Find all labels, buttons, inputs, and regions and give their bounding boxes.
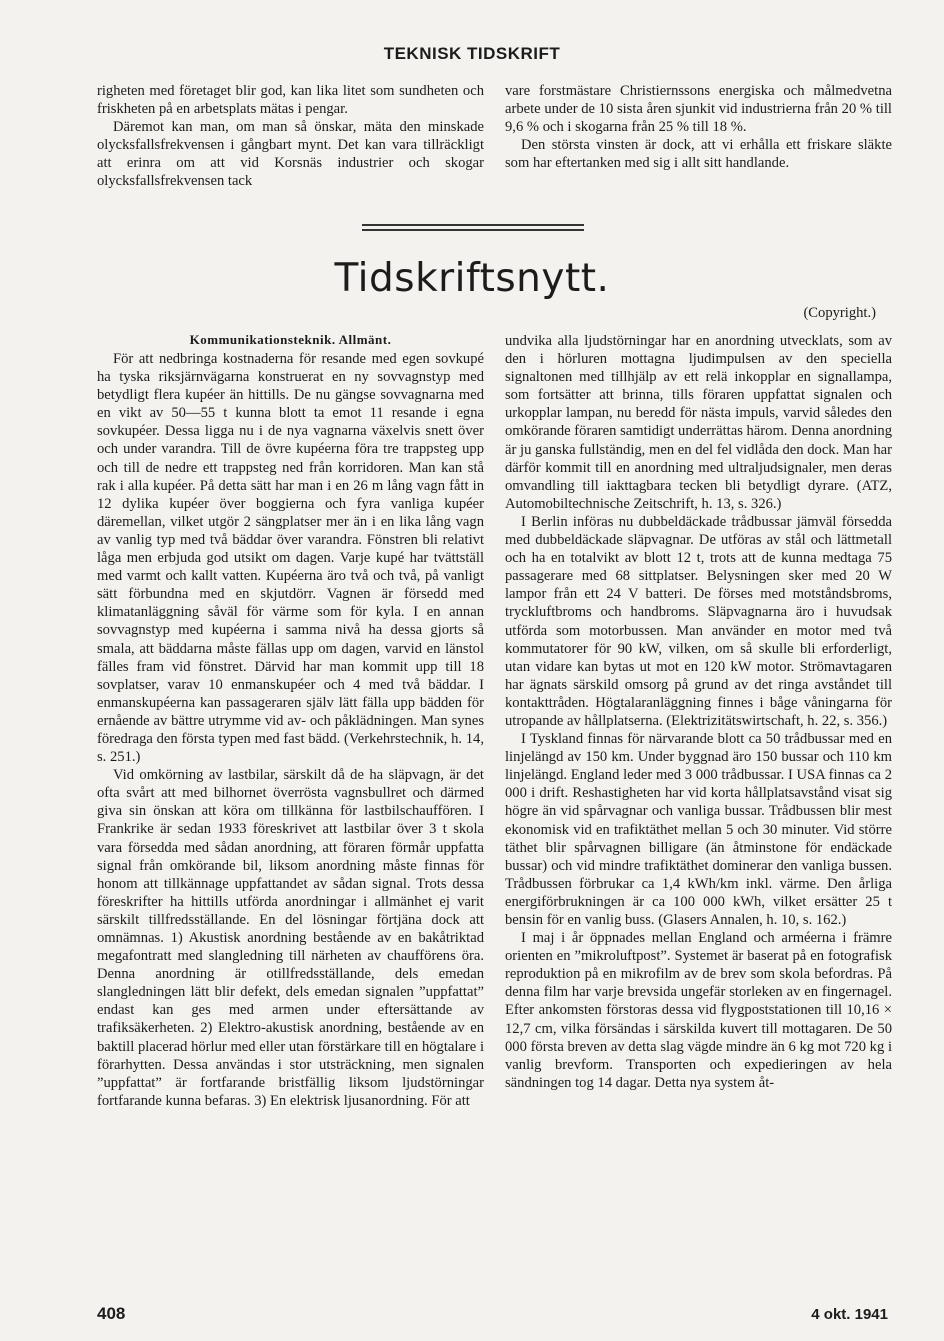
- top-left-column: [97, 82, 484, 191]
- paragraph: Vid omkörning av lastbilar, särskilt då de ha släpvagn, är det ofta svårt att med bilhornet överrösta vagnsbullret och därmed giva sin önskan att köra om tillkänna för lastbilschauffören. I Frankrike är sedan 1933 föreskrivet att lastbilar över 3 t skola vara försedda med sådan anordning, att föraren förmår uppfatta signal från omkörande bil, liksom anordning måste finnas för honom att tillkännage uppfattandet av sådan signal. Trots dessa föreskrifter ha hittills utförda anordningar i allmänhet ej varit särskilt tillfredsställande. En del lösningar förtjäna dock att omnämnas. 1) Akustisk anordning bestående av en bakåtriktad megafontratt med slangledning till närheten av chaufförens öra. Denna anordning är otillfredsställande, dels emedan slangledningen lätt blir defekt, dels emedan signalen ”uppfattat” endast kan ges med armen under eftersättande av trafiksäkerheten. 2) Elektro-akustisk anordning, bestående av en baktill placerad hörlur med eller utan förstärkare till en högtalare i förarhytten. Dessa användas i stor utsträckning, men signalen ”uppfattat” är fortfarande bristfällig liksom ljudstörningar fortfarande kunna befaras. 3) En elektrisk ljusanordning. För att: [97, 767, 484, 1109]
- issue-date: 4 okt. 1941: [811, 1306, 888, 1323]
- divider-rule: [362, 229, 584, 231]
- main-left-column: [97, 350, 484, 1110]
- paragraph: Däremot kan man, om man så önskar, mäta den minskade olycksfallsfrekvensen i gångbart mynt. Det kan vara tillräckligt att erinra om att vid Korsnäs industrier och skogar olycksfallsfrekvensen tack: [97, 119, 484, 190]
- copyright-note: (Copyright.): [803, 305, 876, 321]
- paragraph: righeten med företaget blir god, kan lika litet som sundheten och friskheten på en arbetsplats mätas i pengar.: [97, 83, 484, 118]
- running-title: TEKNISK TIDSKRIFT: [383, 44, 561, 63]
- page-number: 408: [97, 1304, 126, 1323]
- paragraph: I Tyskland finnas för närvarande blott ca 50 trådbussar med en linjelängd av 150 km. Under byggnad äro 150 bussar och 110 km linjelängd. England leder med 3 000 trådbussar. I USA finnas ca 2 000 i drift. Reshastigheten har vid korta hållplatsavstånd visat sig högre än vid spårvagnar och vanliga bussar. Trådbussen blir mest ekonomisk vid en trafiktäthet mellan 5 och 30 minuter. Vid större täthet blir spårvagnen billigare (än åtminstone för endäckade bussar) och vid mindre trafiktäthet dominerar den vanliga bussen. Trådbussen förbrukar ca 1,4 kWh/km inkl. värme. Den årliga energiförbrukningen är ca 100 000 kWh, vilket ersätter 25 t bensin för en vanlig buss. (Glasers Annalen, h. 10, s. 162.): [505, 731, 892, 928]
- top-right-column: [505, 82, 892, 172]
- paragraph: undvika alla ljudstörningar har en anordning utvecklats, som av den i hörluren mottagna ljudimpulsen av den speciella signaltonen med tillhjälp av ett relä inkopplar en signallampa, som fortsätter att brinna, tills föraren uppfattat signalen och urkopplar lampan, nu beredd för nästa impuls, varvid således den omkörande föraren samtidigt underrättas härom. Denna anordning är ju ganska fullständig, men en del fel vidlåda den dock. Man har därför kommit till en anordning med ultraljudsignaler, men deras omvandling till iakttagbara tecken bli betydligt dyrare. (ATZ, Automobiltechnische Zeitschrift, h. 13, s. 326.): [505, 333, 893, 512]
- paragraph: Den största vinsten är dock, att vi erhålla ett friskare släkte som har eftertanken med sig i allt sitt handlande.: [505, 137, 892, 172]
- paragraph: I Berlin införas nu dubbeldäckade trådbussar jämväl försedda med dubbeldäckade släpvagnar. De utföras av stål och lättmetall och ha en totalvikt av blott 12 t, trots att de kunna medtaga 75 passagerare med 68 sittplatser. Belysningen sker med 20 W lampor från ett 24 V batteri. De förses med motståndsbroms, tryckluftbroms och handbroms. Släpvagnarna äro i huvudsak utförda som motorbussen. Man använder en motor med två kommutatorer för 90 kW, vilken, om så skulle bli erforderligt, utan vidare kan bytas ut mot en 120 kW motor. Strömavtagaren har ägnats särskild omsorg på grund av det ringa avståndet till kontakttråden. Högtalaranläggning finnes i båge våningarna för utropande av hållplatserna. (Elektrizitätswirtschaft, h. 22, s. 356.): [505, 513, 892, 729]
- paragraph: För att nedbringa kostnaderna för resande med egen sovkupé ha tyska riksjärnvägarna konstruerat en ny sovvagnstyp med betydligt flera kupéer än hittills. De nu gängse sovvagnarna med en vikt av 50—55 t kunna blott ta emot 11 resande i egna sovkupéer. Dessa ligga nu i de nya vagnarna växelvis snett över och under varandra. Till de övre kupéerna föra tre trappsteg upp och till de nedre ett trappsteg ned från korridoren. Man kan stå rak i alla kupéer. På detta sätt har man i en 26 m lång vagn fått in 12 dylika kupéer över boggierna och fyra vanliga kupéer däremellan, vilket utgör 2 sängplatser mer än i en lika lång vagn av vanlig typ med två bäddar över varandra. Fönstren bli relativt låga men erbjuda god utsikt om dagen. Varje kupé har tvättställ med varmt och kallt vatten. Kupéerna äro två och två, på vanligt sätt förbundna med en skjutdörr. Vagnen är försedd med klimatanläggning såväl för värme som för kyla. I en annan sovvagnstyp med kupéerna i samma nivå ha dessa gjorts så smala, att bäddarna måste fällas upp om dagen, varvid en länstol fälles fram vid fönstret. Därvid har man kommit upp till 18 sovplatser, varav 10 enmanskupéer och 4 med två bäddar. I enmanskupéerna kan passageraren själv lätt fälla upp bädden för ernående av bättre utrymme vid av- och påklädningen. Man synes föredraga den första typen med fast bädd. (Verkehrstechnik, h. 14, s. 251.): [97, 351, 484, 766]
- paragraph: I maj i år öppnades mellan England och arméerna i främre orienten en ”mikroluftpost”. Systemet är baserat på en fotografisk reproduktion på en mikrofilm av de brev som skola befordras. På denna film har varje brevsida ungefär storleken av en fingernagel. Efter ankomsten förstoras dessa vid flygpoststationen till 10,16 × 12,7 cm, vilka försändas i särskilda kuvert till mottagaren. De 50 000 första breven av detta slag vägde mindre än 6 kg mot 720 kg i vanlig brevform. Transporten och expedieringen av hela sändningen tog 14 dagar. Detta nya system åt-: [505, 930, 892, 1091]
- main-right-column: [505, 332, 892, 1092]
- paragraph: vare forstmästare Christiernssons energiska och målmedvetna arbete under de 10 sista åren sjunkit vid industrierna från 20 % till 9,6 % och i skogarna från 25 % till 18 %.: [505, 83, 892, 136]
- subheading: Kommunikationsteknik. Allmänt.: [189, 332, 392, 347]
- section-title: Tidskriftsnytt.: [334, 256, 610, 301]
- divider-rule: [362, 224, 584, 226]
